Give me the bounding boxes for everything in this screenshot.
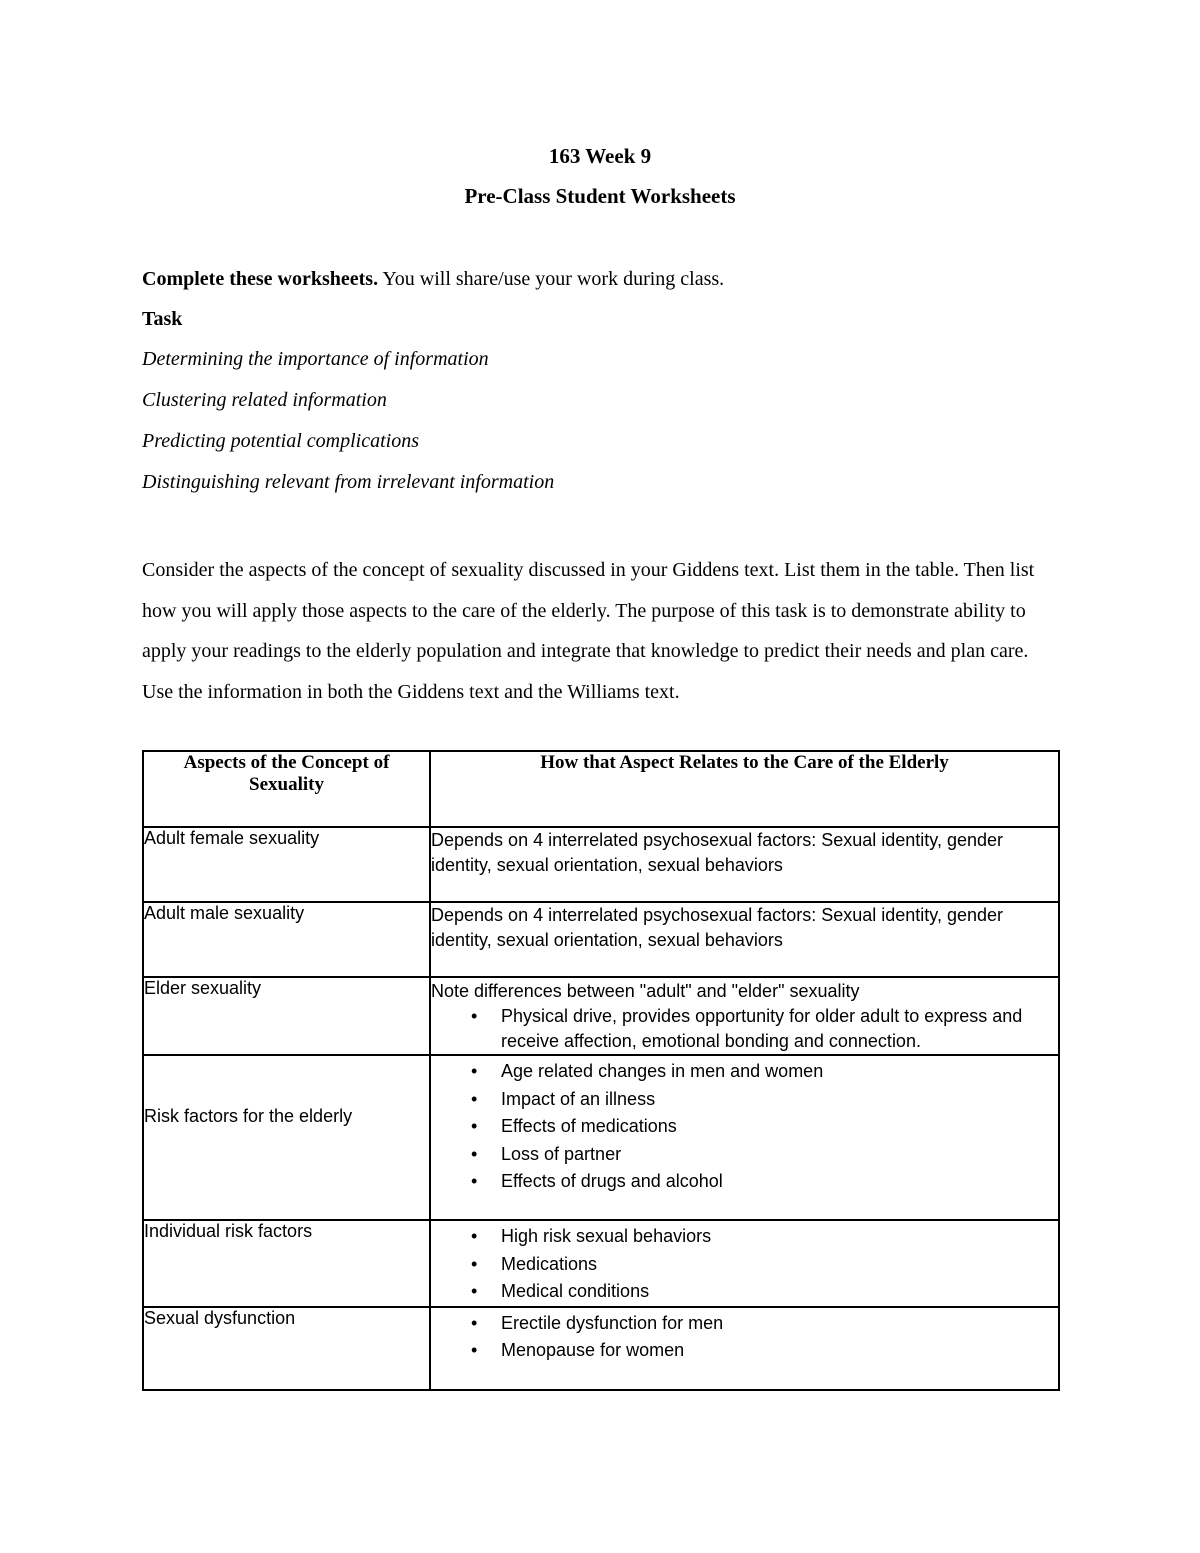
worksheet-table: [142, 750, 1060, 1391]
relation-note: Note differences between "adult" and "elder" sexuality: [431, 981, 860, 1001]
bullet-item: • Medical conditions: [501, 1278, 1058, 1306]
table-row: [143, 1220, 1059, 1307]
relation-cell: Depends on 4 interrelated psychosexual factors: Sexual identity, gender identity, sexual orientation, sexual behaviors: [430, 827, 1059, 902]
table-header-row: [143, 751, 1059, 827]
bullet-item: • Impact of an illness: [501, 1086, 1058, 1114]
task-item: Predicting potential complications: [142, 430, 419, 452]
document-subtitle: Pre-Class Student Worksheets: [464, 184, 736, 208]
table-row: [143, 1307, 1059, 1390]
table-row: [143, 977, 1059, 1055]
bullet-list: [431, 1058, 1058, 1196]
aspect-cell: Adult male sexuality: [143, 902, 430, 977]
intro-rest: You will share/use your work during class.: [378, 268, 725, 290]
task-item: Distinguishing relevant from irrelevant information: [142, 471, 555, 493]
task-item: Clustering related information: [142, 389, 387, 411]
instructions-paragraph: Consider the aspects of the concept of sexuality discussed in your Giddens text. List them in the table. Then list how you will apply those aspects to the care of the elderly. The purpose of this task is to demonstrate ability to apply your readings to the elderly population and integrate that knowledge to predict their needs and plan care. Use the information in both the Giddens text and the Williams text.: [142, 559, 1035, 703]
aspect-cell: Adult female sexuality: [143, 827, 430, 902]
intro-bold: Complete these worksheets.: [142, 268, 379, 290]
task-list: [142, 347, 554, 511]
aspect-cell: Individual risk factors: [143, 1220, 430, 1307]
bullet-list: [431, 1004, 1058, 1054]
bullet-item: • Physical drive, provides opportunity for older adult to express and receive affection, emotional bonding and connection.: [501, 1004, 1058, 1054]
relation-cell: [430, 1055, 1059, 1220]
column-header-aspects: Aspects of the Concept of Sexuality: [143, 751, 430, 827]
bullet-list: [431, 1223, 1058, 1306]
column-header-care: How that Aspect Relates to the Care of the Elderly: [430, 751, 1059, 827]
table-row: [143, 902, 1059, 977]
bullet-item: • Medications: [501, 1251, 1058, 1279]
document-title: 163 Week 9: [548, 144, 652, 168]
relation-cell: Depends on 4 interrelated psychosexual factors: Sexual identity, gender identity, sexual orientation, sexual behaviors: [430, 902, 1059, 977]
bullet-item: • Erectile dysfunction for men: [501, 1310, 1058, 1338]
aspect-cell: Risk factors for the elderly: [143, 1055, 430, 1220]
bullet-item: • High risk sexual behaviors: [501, 1223, 1058, 1251]
aspect-cell: Elder sexuality: [143, 977, 430, 1055]
table-row: [143, 827, 1059, 902]
bullet-item: • Menopause for women: [501, 1337, 1058, 1365]
bullet-item: • Loss of partner: [501, 1141, 1058, 1169]
bullet-item: • Age related changes in men and women: [501, 1058, 1058, 1086]
relation-cell: [430, 1220, 1059, 1307]
aspect-cell: Sexual dysfunction: [143, 1307, 430, 1390]
bullet-item: • Effects of medications: [501, 1113, 1058, 1141]
bullet-list: [431, 1310, 1058, 1365]
relation-cell: [430, 1307, 1059, 1390]
task-item: Determining the importance of information: [142, 348, 489, 370]
bullet-item: • Effects of drugs and alcohol: [501, 1168, 1058, 1196]
relation-cell: [430, 977, 1059, 1055]
intro-line: [142, 268, 724, 291]
table-row: [143, 1055, 1059, 1220]
task-heading: Task: [142, 308, 183, 330]
